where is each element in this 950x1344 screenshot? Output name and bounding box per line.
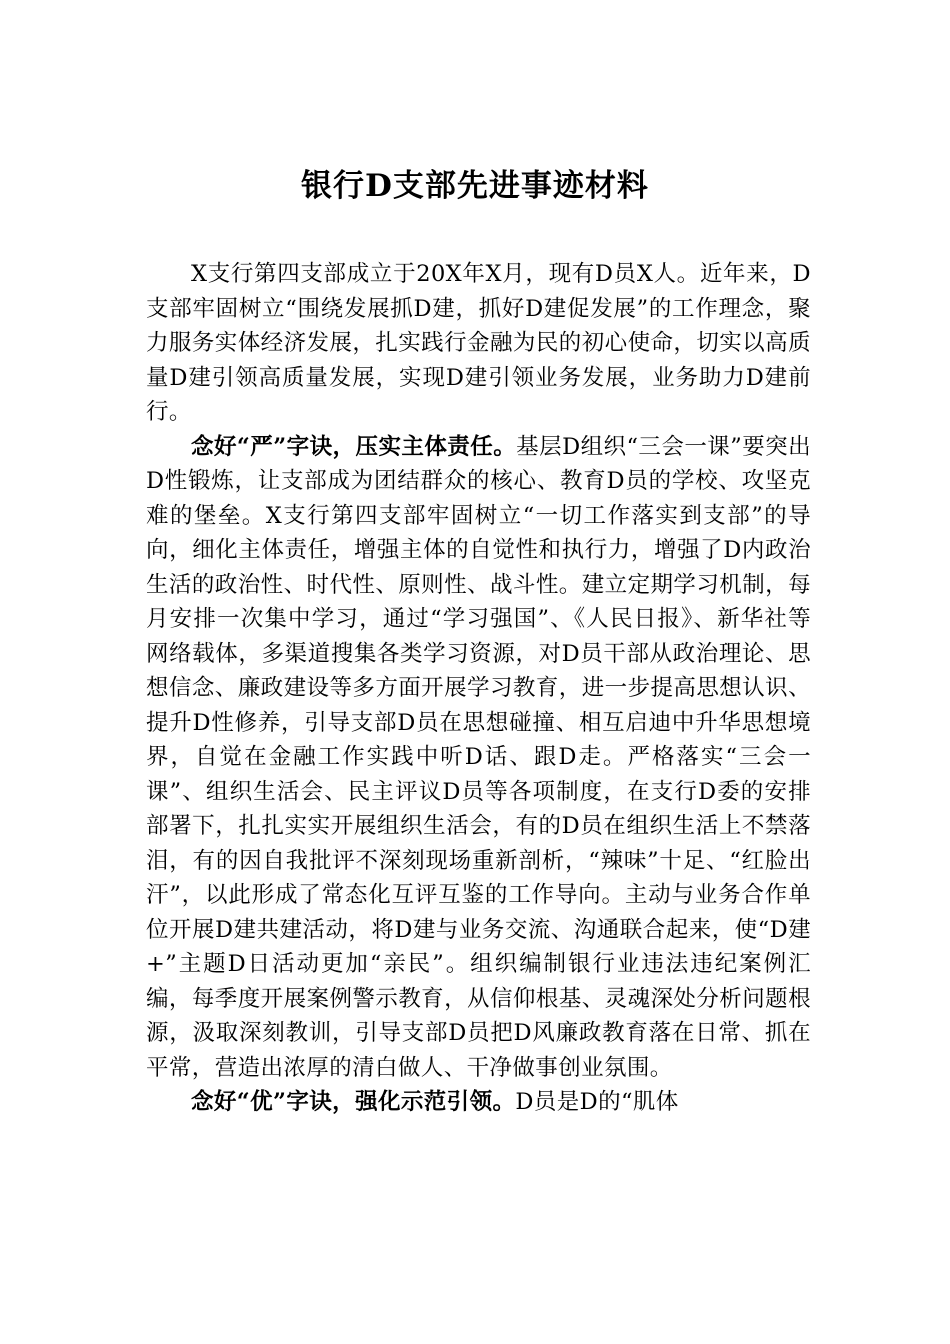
document-title: 银行D支部先进事迹材料 xyxy=(301,168,649,204)
paragraph-lead: 念好“严”字诀，压实主体责任。 xyxy=(191,433,517,460)
paragraph-text: 基层D组织“三会一课”要突出D性锻炼，让支部成为团结群众的核心、教育D员的学校、攻坚克难的堡垒。X支行第四支部牢固树立“一切工作落实到支部”的导向，细化主体责任，增强主体的自觉性和执行力，增强了D内政治生活的政治性、时代性、原则性、战斗性。建立定期学习机制，每月安排一次集中学习，通过“学习强国”、《人民日报》、新华社等网络载体，多渠道搜集各类学习资源，对D员干部从政治理论、思想信念、廉政建设等多方面开展学习教育，进一步提高思想认识、提升D性修养，引导支部D员在思想碰撞、相互启迪中升华思想境界，自觉在金融工作实践中听D话、跟D走。严格落实“三会一课”、组织生活会、民主评议D员等各项制度，在支行D委的安排部署下，扎扎实实开展组织生活会，有的D员在组织生活上不禁落泪，有的因自我批评不深刻现场重新剖析，“辣味”十足、“红脸出汗”，以此形成了常态化互评互鉴的工作导向。主动与业务合作单位开展D建共建活动，将D建与业务交流、沟通联合起来，使“D建+”主题D日活动更加“亲民”。组织编制银行业违法违纪案例汇编，每季度开展案例警示教育，从信仰根基、灵魂深处分析问题根源，汲取深刻教训，引导支部D员把D风廉政教育落在日常、抓在平常，营造出浓厚的清白做人、干净做事创业氛围。 xyxy=(146,433,811,1081)
paragraph-strict xyxy=(146,430,811,1086)
paragraph-excellent xyxy=(146,1085,811,1120)
document-body xyxy=(146,257,811,1120)
paragraph-intro xyxy=(146,257,811,430)
paragraph-text: D员是D的“肌体 xyxy=(515,1089,679,1115)
paragraph-lead: 念好“优”字诀，强化示范引领。 xyxy=(191,1089,516,1115)
paragraph-text: X支行第四支部成立于20X年X月，现有D员X人。近年来，D支部牢固树立“围绕发展抓D建，抓好D建促发展”的工作理念，聚力服务实体经济发展，扎实践行金融为民的初心使命，切实以高质量D建引领高质量发展，实现D建引领业务发展，业务助力D建前行。 xyxy=(146,261,811,425)
